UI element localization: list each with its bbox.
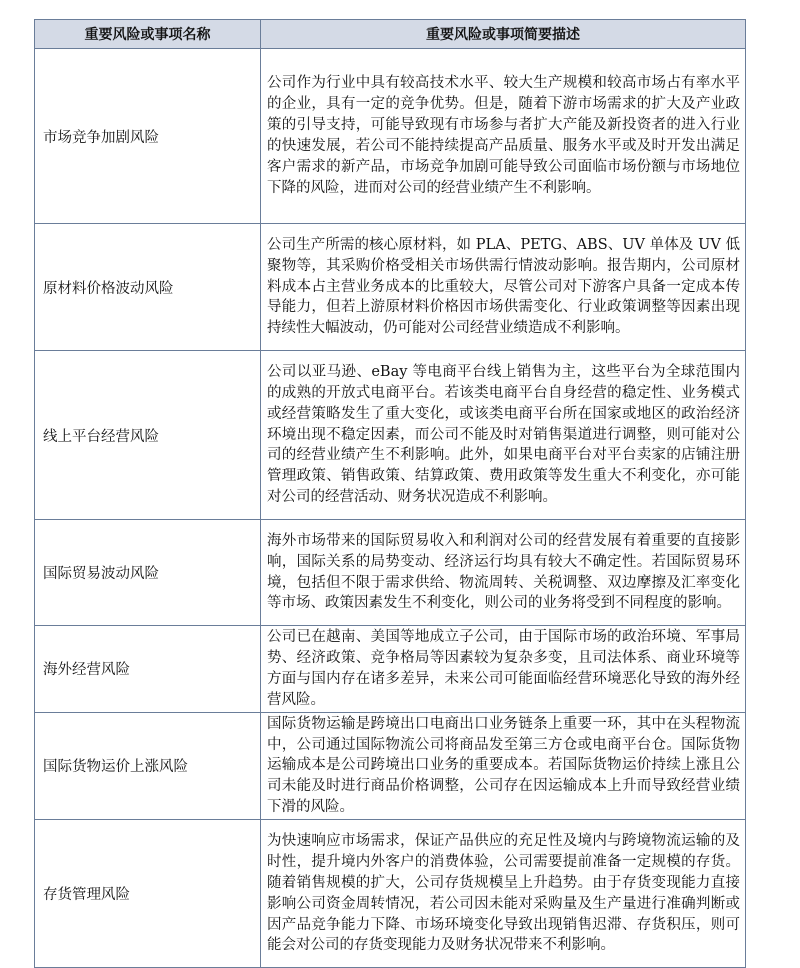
- risk-description-cell: 海外市场带来的国际贸易收入和利润对公司的经营发展有着重要的直接影响，国际关系的局势变动、经济运行均具有较大不确定性。若国际贸易环境，包括但不限于需求供给、物流周转、关税调整、双边摩擦及汇率变化等市场、政策因素发生不利变化，则公司的业务将受到不同程度的影响。: [261, 520, 746, 626]
- table-row: [35, 224, 746, 351]
- risk-description-cell: 公司生产所需的核心原材料，如 PLA、PETG、ABS、UV 单体及 UV 低聚物等，其采购价格受相关市场供需行情波动影响。报告期内，公司原材料成本占主营业务成本的比重较大，尽管公司对下游客户具备一定成本传导能力，但若上游原材料价格因市场供需变化、行业政策调整等因素出现持续性大幅波动，仍可能对公司经营业绩造成不利影响。: [261, 224, 746, 351]
- table-row: [35, 712, 746, 820]
- header-risk-name: 重要风险或事项名称: [35, 20, 261, 49]
- risk-name-cell: 原材料价格波动风险: [35, 224, 261, 351]
- table-row: [35, 820, 746, 968]
- risk-description-cell: 国际货物运输是跨境出口电商出口业务链条上重要一环，其中在头程物流中，公司通过国际物流公司将商品发至第三方仓或电商平台仓。国际货物运输成本是公司跨境出口业务的重要成本。若国际货物运价持续上涨且公司未能及时进行商品价格调整，公司存在因运输成本上升而导致经营业绩下滑的风险。: [261, 712, 746, 820]
- risk-description-cell: 公司作为行业中具有较高技术水平、较大生产规模和较高市场占有率水平的企业，具有一定的竞争优势。但是，随着下游市场需求的扩大及产业政策的引导支持，可能导致现有市场参与者扩大产能及新投资者的进入行业的快速发展，若公司不能持续提高产品质量、服务水平或及时开发出满足客户需求的新产品，市场竞争加剧可能导致公司面临市场份额与市场地位下降的风险，进而对公司的经营业绩产生不利影响。: [261, 49, 746, 224]
- risk-name-cell: 线上平台经营风险: [35, 351, 261, 520]
- risk-name-cell: 市场竞争加剧风险: [35, 49, 261, 224]
- risk-name-cell: 国际贸易波动风险: [35, 520, 261, 626]
- risk-name-cell: 国际货物运价上涨风险: [35, 712, 261, 820]
- risk-table: [34, 19, 746, 968]
- risk-name-cell: 海外经营风险: [35, 626, 261, 713]
- table-row: [35, 626, 746, 713]
- risk-description-cell: 公司已在越南、美国等地成立子公司，由于国际市场的政治环境、军事局势、经济政策、竞争格局等因素较为复杂多变，且司法体系、商业环境等方面与国内存在诸多差异，未来公司可能面临经营环境恶化导致的海外经营风险。: [261, 626, 746, 713]
- risk-description-cell: 为快速响应市场需求，保证产品供应的充足性及境内与跨境物流运输的及时性，提升境内外客户的消费体验，公司需要提前准备一定规模的存货。随着销售规模的扩大，公司存货规模呈上升趋势。由于存货变现能力直接影响公司资金周转情况，若公司因未能对采购量及生产量进行准确判断或因产品竞争能力下降、市场环境变化导致出现销售迟滞、存货积压，则可能会对公司的存货变现能力及财务状况带来不利影响。: [261, 820, 746, 968]
- table-row: [35, 49, 746, 224]
- risk-name-cell: 存货管理风险: [35, 820, 261, 968]
- table-row: [35, 351, 746, 520]
- table-row: [35, 520, 746, 626]
- table-header-row: [35, 20, 746, 49]
- risk-description-cell: 公司以亚马逊、eBay 等电商平台线上销售为主，这些平台为全球范围内的成熟的开放式电商平台。若该类电商平台自身经营的稳定性、业务模式或经营策略发生了重大变化，或该类电商平台所在国家或地区的政治经济环境出现不稳定因素，而公司不能及时对销售渠道进行调整，则可能对公司的经营业绩产生不利影响。此外，如果电商平台对平台卖家的店铺注册管理政策、销售政策、结算政策、费用政策等发生重大不利变化，亦可能对公司的经营活动、财务状况造成不利影响。: [261, 351, 746, 520]
- header-risk-description: 重要风险或事项简要描述: [261, 20, 746, 49]
